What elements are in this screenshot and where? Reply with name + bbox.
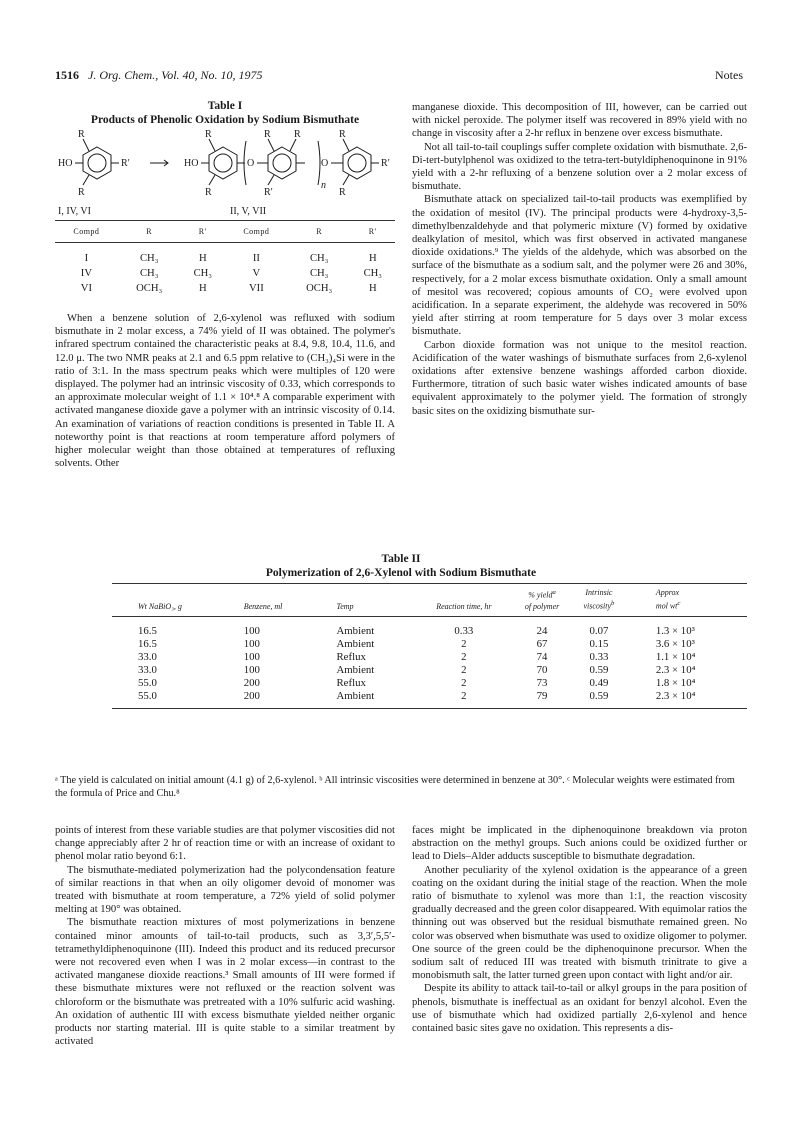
footnote-marker: c [677,600,681,607]
cell-wt: 16.5 [138,637,157,650]
paragraph: When a benzene solution of 2,6-xylenol was refluxed with sodium bismuthate in 2 molar excess, a 74% yield of II was obtained. The polymer's infrared spectrum contained the characteristic peaks at 8.4, 9.8, 10.4, 11.6, and 12.0 μ. The two NMR peaks at 2.1 and 6.5 ppm relative to (CH₃)₄Si were in the ratio of 3:1. In the mass spectrum peaks which were multiples of 120 were displayed. The polymer had an intrinsic viscosity of 0.33, which corresponds to an approximate molecular weight of 1.1 × 10⁴.⁸ A comparable experiment with activated manganese dioxide gave a polymer with an intrinsic viscosity of 0.14. An examination of variations of reaction conditions is presented in Table II. A noteworthy point is that reactions at room temperature afford polymers of higher molecular weight than those obtained at temperatures of refluxing solvents. Other [55,313,395,470]
table-row [55,243,395,267]
table-row [55,281,395,296]
journal-citation: J. Org. Chem., Vol. 40, No. 10, 1975 [88,68,263,82]
header-reaction-time: Reaction time, hr [416,584,512,617]
cell-temp: Ambient [336,663,375,676]
cell-wt: 33.0 [138,650,157,663]
table-cell: H [368,253,377,264]
table-cell: OCH₃ [306,283,333,294]
rprime-label: R′ [381,158,390,169]
cell-time: 2 [461,637,467,650]
cell-benzene: 100 [243,637,260,650]
table1-caption [55,99,395,127]
cell-temp: Reflux [336,650,366,663]
header-yield [512,584,572,617]
cell-benzene: 200 [234,690,319,709]
r-label: R [339,129,346,140]
cell-yield: 24 [536,624,548,637]
header-viscosity-line1: Intrinsic [585,588,613,597]
table2-caption [55,552,747,580]
structure-drawing [55,128,395,220]
footnote-marker: a [552,589,556,596]
cell-temp: Ambient [336,624,375,637]
table-cell: VI [80,283,92,294]
table-cell: H [198,283,207,294]
cell-mol-wt: 2.3 × 10⁴ [655,663,696,676]
table1-header-cell: R [118,221,181,243]
header-viscosity [572,584,626,617]
paragraph: The bismuthate reaction mixtures of most polymerizations in benzene contained minor amounts of tail-to-tail products, such as 3,3′,5,5′-tetramethyldiphenoquinone (III). Indeed this product and its reduced precursor were not recovered even when I was in 2 molar excess—in contrast to the activated manganese dioxide reactions.³ Small amounts of III were formed if these bismuthate mixtures were not refluxed or the reaction solvent was chloroform or the bismuthate was pretreated with a 10% sulfuric acid washing. An oxidation of authentic III with excess bismuthate yielded neither organic products nor starting material. III is quite stable to a similar treatment by activated [55,917,395,1048]
body-text-right-bottom [412,824,747,1035]
cell-yield: 79 [512,690,572,709]
r-label: R [205,187,212,198]
cell-viscosity: 0.33 [589,650,609,663]
oxygen-label: O [247,158,255,169]
footnote-marker: b [611,600,615,607]
cell-wt: 33.0 [138,663,157,676]
table1-header-cell: R [288,221,351,243]
header-yield-line1: % yield [528,590,553,600]
cell-mol-wt: 1.3 × 10³ [655,624,695,637]
table-cell: CH₃ [193,268,212,279]
r-label: R [264,129,271,140]
cell-mol-wt: 3.6 × 10³ [655,637,695,650]
header-yield-line2: of polymer [524,601,560,611]
paragraph: Not all tail-to-tail couplings suffer complete oxidation with bismuthate. 2,6-Di-tert-butylphenol was oxidized to the tetra-tert-butyldiphenoquinone in 91% yield with a 2-hr refluxing of a benzene solution over a 2 molar excess of bismuthate. [412,141,747,193]
table2-title: Table II [381,553,421,565]
polymer-compound-label: II, V, VII [230,206,267,217]
table-row [112,638,747,651]
table-cell: V [252,268,261,279]
cell-viscosity: 0.59 [572,690,626,709]
r-label: R [339,187,346,198]
cell-viscosity: 0.59 [589,663,609,676]
cell-yield: 73 [536,676,548,689]
paragraph: points of interest from these variable studies are that polymer viscosities did not change appreciably after 2 hr of reaction time or with an increase of oxidant to phenol molar ratio beyond 6:1. [55,825,395,863]
table-row [112,651,747,664]
table-cell: VII [249,283,264,294]
table-cell: OCH₃ [136,283,163,294]
r-label: R [78,187,85,198]
cell-time: 2 [416,690,512,709]
cell-temp: Ambient [336,637,375,650]
ho-label: HO [184,158,199,169]
rprime-label: R′ [264,187,273,198]
cell-yield: 67 [536,637,548,650]
table1-header-cell: R′ [351,221,395,243]
table1 [55,220,395,296]
cell-benzene: 100 [243,624,260,637]
paragraph: Another peculiarity of the xylenol oxidation is the appearance of a green coating on the oxidant during the initial stage of the reaction. When the mole ratio of bismuthate to xylenol was more than 1:1, the reaction viscosity gradually decreased and the green color disappeared. With equimolar ratios the thinning out was observed but the residual bismuthate remained green. No color was observed when bismuthate was used to oxidize oligomer to polymer. One source of the green could be the diphenoquinone precursor. When the sodium salt of reduced III was treated with bismuth trinitrate to give a monobismuth salt, the latter turned green upon contact with light and/or air. [412,864,748,982]
table-cell: CH₃ [139,268,159,279]
table-cell: IV [80,268,92,279]
r-label: R [205,129,212,140]
table1-header-cell: Compd [225,221,288,243]
table-cell: II [252,253,260,264]
cell-benzene: 100 [243,663,260,676]
cell-time: 2 [461,676,467,689]
monomer-compound-label: I, IV, VI [58,206,91,217]
cell-yield: 74 [536,650,548,663]
table-row [55,266,395,281]
n-subscript: n [321,180,326,191]
cell-benzene: 100 [243,650,260,663]
cell-viscosity: 0.49 [589,676,609,689]
cell-wt: 16.5 [138,624,157,637]
table1-title: Table I [207,100,243,112]
table-row [112,677,747,690]
table1-grid [55,220,395,296]
table-cell: CH₃ [363,268,382,279]
table-cell: CH₃ [309,253,329,264]
paragraph: Carbon dioxide formation was not unique to the mesitol reaction. Acidification of the water washings of bismuthate surfaces from 2,6-xylenol oxidations after extensive benzene washings afforded carbon dioxide. Furthermore, titration of such basic water wishes indicated amounts of base equivalent approximately to the polymer yield. The formation of strongly basic sites on the oxidizing bismuthate sur- [412,339,747,417]
cell-wt: 55.0 [138,676,157,689]
oxygen-label: O [321,158,329,169]
page-number: 1516 [55,68,79,82]
table-cell: H [198,253,207,264]
cell-time: 2 [461,650,467,663]
table1-header-cell: Compd [55,221,118,243]
cell-temp: Reflux [336,676,366,689]
paragraph: The bismuthate-mediated polymerization had the polycondensation feature of similar reactions in that when an oily oligomer devoid of monomer was treated with bismuthate at room temperature, a 72% yield of solid polymer melting at 190° was obtained. [55,864,395,916]
cell-mol-wt: 2.3 × 10⁴ [626,690,747,709]
paragraph: manganese dioxide. This decomposition of III, however, can be carried out with nickel peroxide. The polymer itself was recovered in 89% yield with no change in viscosity after a 2-hr reflux in benzene over excess bismuthate. [412,102,747,140]
table2-subtitle: Polymerization of 2,6-Xylenol with Sodium Bismuthate [265,567,537,579]
body-text-left-bottom [55,824,395,1048]
running-header [55,68,743,86]
rprime-label: R′ [121,158,130,169]
table2-grid [112,583,747,709]
cell-mol-wt: 1.1 × 10⁴ [655,650,696,663]
table1-header-row [55,221,395,243]
paragraph: faces might be implicated in the diphenoquinone breakdown via proton abstraction on the methyl groups. Such anions could be oxidized further or lead to Diels–Alder adducts susceptible to bismuthate degradation. [412,825,747,863]
header-molwt-line1: Approx [655,588,680,597]
body-text-right-top [412,101,747,418]
cell-time: 0.33 [454,624,474,637]
header-benzene: Benzene, ml [234,584,319,617]
table1-subtitle: Products of Phenolic Oxidation by Sodium Bismuthate [90,114,360,126]
table-row [112,690,747,709]
chemical-structure-scheme [55,128,395,220]
header-wt-nabio3: Wt NaBiO₃, g [112,584,234,617]
header-temp: Temp [318,584,415,617]
cell-viscosity: 0.15 [589,637,609,650]
table-cell: H [368,283,377,294]
table-cell: CH₃ [309,268,329,279]
table2 [112,583,747,709]
table-row [112,664,747,677]
table-cell: CH₃ [139,253,159,264]
header-mol-wt [626,584,747,617]
body-text-left-top [55,312,395,470]
cell-benzene: 200 [243,676,260,689]
cell-mol-wt: 1.8 × 10⁴ [655,676,696,689]
header-viscosity-line2: viscosity [583,601,612,611]
table2-footnote: ᵃ The yield is calculated on initial amount (4.1 g) of 2,6-xylenol. ᵇ All intrinsic viscosities were determined in benzene at 30°. ᶜ Molecular weights were estimated from the formula of Price and Chu.⁸ [55,775,735,799]
cell-viscosity: 0.07 [589,624,609,637]
paragraph: Despite its ability to attack tail-to-tail or alkyl groups in the para position of phenols, bismuthate is ineffectual as an oxidant for benzyl alcohol. Even the use of bismuthate which had oxidized partially 2,6-xylenol and hence contained basic sites gave no oxidation. This represents a dis- [412,983,747,1035]
cell-temp: Ambient [318,690,415,709]
ho-label: HO [58,158,73,169]
table2-header-row [112,584,747,617]
table-row [112,616,747,638]
table1-header-cell: R′ [181,221,225,243]
cell-time: 2 [461,663,467,676]
section-name: Notes [715,68,743,82]
paragraph: Bismuthate attack on specialized tail-to-tail products was exemplified by the oxidation of mesitol (IV). The principal products were 4-hydroxy-3,5-dimethylbenzaldehyde and that polymeric mixture (V) formed by oxidative dealkylation of mesitol, which was first observed in activated manganese dioxide oxidations.⁹ The yields of the aldehyde, which was absorbed on the surface of the bismuthate as a sodium salt, and the polymer were 26 and 30%, respectively, for a 2 molar excess bismuthate oxidation. Only a small amount of mesitol was recovered; copious amounts of CO₂ were evolved upon acidification. In a separate experiment, the aldehyde was recovered in 50% yield after stirring at room temperature for 5 days over 3 molar excess bismuthate. [412,194,747,338]
r-label: R [78,129,85,140]
header-molwt-line2: mol wt [655,601,678,611]
table-cell: I [84,253,89,264]
r-label: R [294,129,301,140]
cell-wt: 55.0 [112,690,234,709]
cell-yield: 70 [536,663,548,676]
header-left [55,68,263,83]
